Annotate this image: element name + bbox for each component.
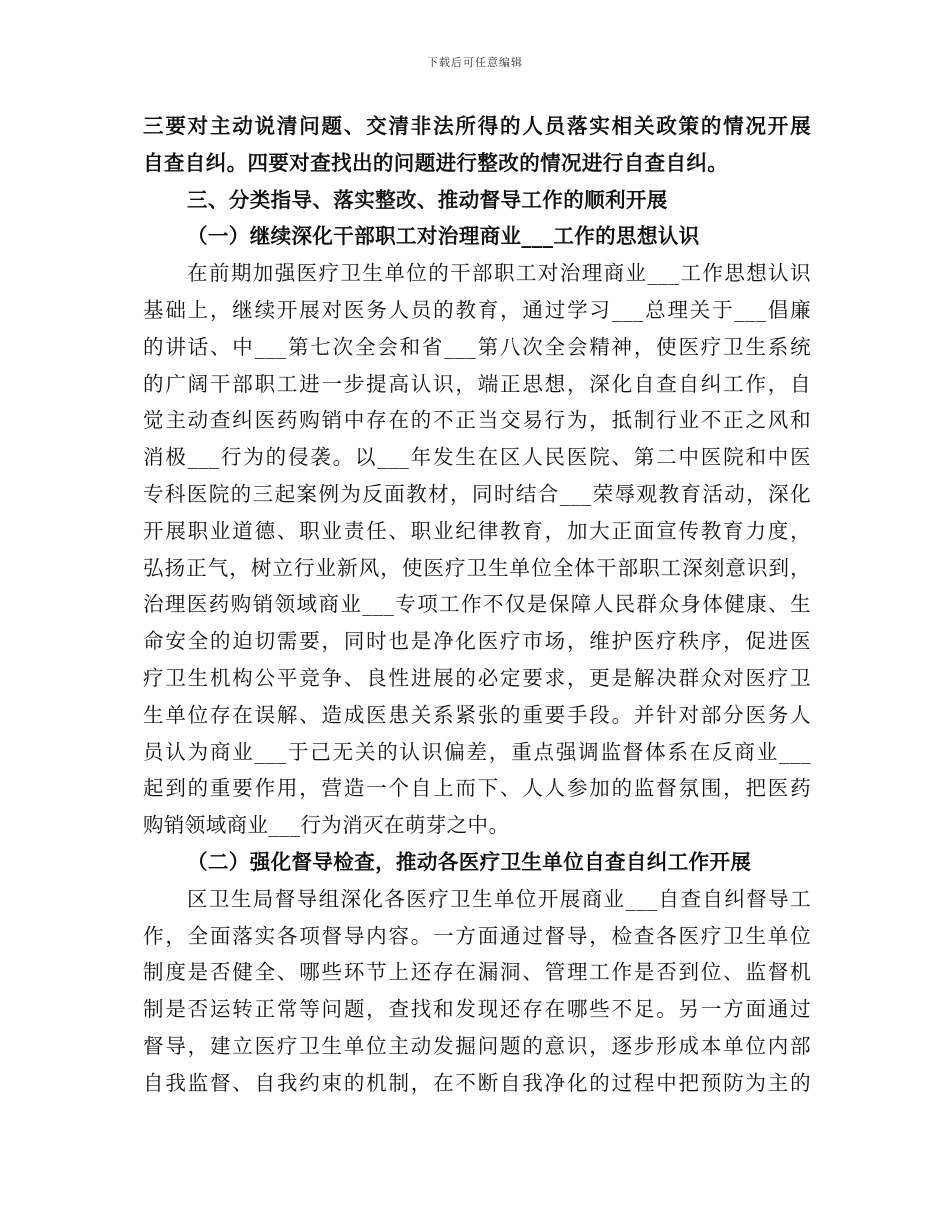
- paragraph-line: 区卫生局督导组深化各医疗卫生单位开展商业___自查自纠督导工: [187, 886, 811, 911]
- paragraph-line: 专科医院的三起案例为反面教材，同时结合___荣辱观教育活动，深化: [143, 481, 811, 506]
- paragraph-line: 命安全的迫切需要，同时也是净化医疗市场，维护医疗秩序，促进医: [143, 629, 811, 654]
- paragraph-line: 开展职业道德、职业责任、职业纪律教育，加大正面宣传教育力度，: [143, 518, 811, 543]
- paragraph-line: 制是否运转正常等问题，查找和发现还存在哪些不足。另一方面通过: [143, 997, 811, 1022]
- page-header: 下载后可任意编辑: [427, 56, 523, 69]
- paragraph-line: 三要对主动说清问题、交清非法所得的人员落实相关政策的情况开展: [143, 114, 811, 138]
- subsection-heading: （一）继续深化干部职工对治理商业___工作的思想认识: [187, 224, 700, 249]
- paragraph-line: 作，全面落实各项督导内容。一方面通过督导，检查各医疗卫生单位: [143, 923, 811, 948]
- paragraph-line: 弘扬正气，树立行业新风，使医疗卫生单位全体干部职工深刻意识到，: [143, 555, 811, 580]
- document-body: [143, 108, 811, 1102]
- paragraph-line: 制度是否健全、哪些环节上还存在漏洞、管理工作是否到位、监督机: [143, 960, 811, 985]
- paragraph-line: 自查自纠。四要对查找出的问题进行整改的情况进行自查自纠。: [143, 150, 729, 175]
- paragraph-line: 购销领域商业___行为消灭在萌芽之中。: [143, 813, 510, 838]
- paragraph-line: 起到的重要作用，营造一个自上而下、人人参加的监督氛围，把医药: [143, 776, 811, 801]
- paragraph-line: 的广阔干部职工进一步提高认识，端正思想，深化自查自纠工作，自: [143, 371, 811, 396]
- paragraph-line: 在前期加强医疗卫生单位的干部职工对治理商业___工作思想认识: [187, 261, 811, 286]
- paragraph-line: 觉主动查纠医药购销中存在的不正当交易行为，抵制行业不正之风和: [143, 408, 811, 433]
- paragraph-line: 基础上，继续开展对医务人员的教育，通过学习___总理关于___倡廉: [143, 297, 811, 322]
- paragraph-line: 自我监督、自我约束的机制，在不断自我净化的过程中把预防为主的: [143, 1070, 811, 1095]
- paragraph-line: 员认为商业___于己无关的认识偏差，重点强调监督体系在反商业___: [143, 739, 811, 764]
- paragraph-line: 的讲话、中___第七次全会和省___第八次全会精神，使医疗卫生系统: [143, 334, 811, 359]
- paragraph-line: 生单位存在误解、造成医患关系紧张的重要手段。并针对部分医务人: [143, 702, 811, 727]
- paragraph-line: 疗卫生机构公平竞争、良性进展的必定要求，更是解决群众对医疗卫: [143, 665, 811, 690]
- subsection-heading: （二）强化督导检查，推动各医疗卫生单位自查自纠工作开展: [187, 849, 752, 874]
- section-heading: 三、分类指导、落实整改、推动督导工作的顺利开展: [187, 187, 668, 212]
- paragraph-line: 督导，建立医疗卫生单位主动发掘问题的意识，逐步形成本单位内部: [143, 1033, 811, 1058]
- paragraph-line: 消极___行为的侵袭。以___年发生在区人民医院、第二中医院和中医: [143, 445, 811, 470]
- paragraph-line: 治理医药购销领域商业___专项工作不仅是保障人民群众身体健康、生: [143, 592, 811, 617]
